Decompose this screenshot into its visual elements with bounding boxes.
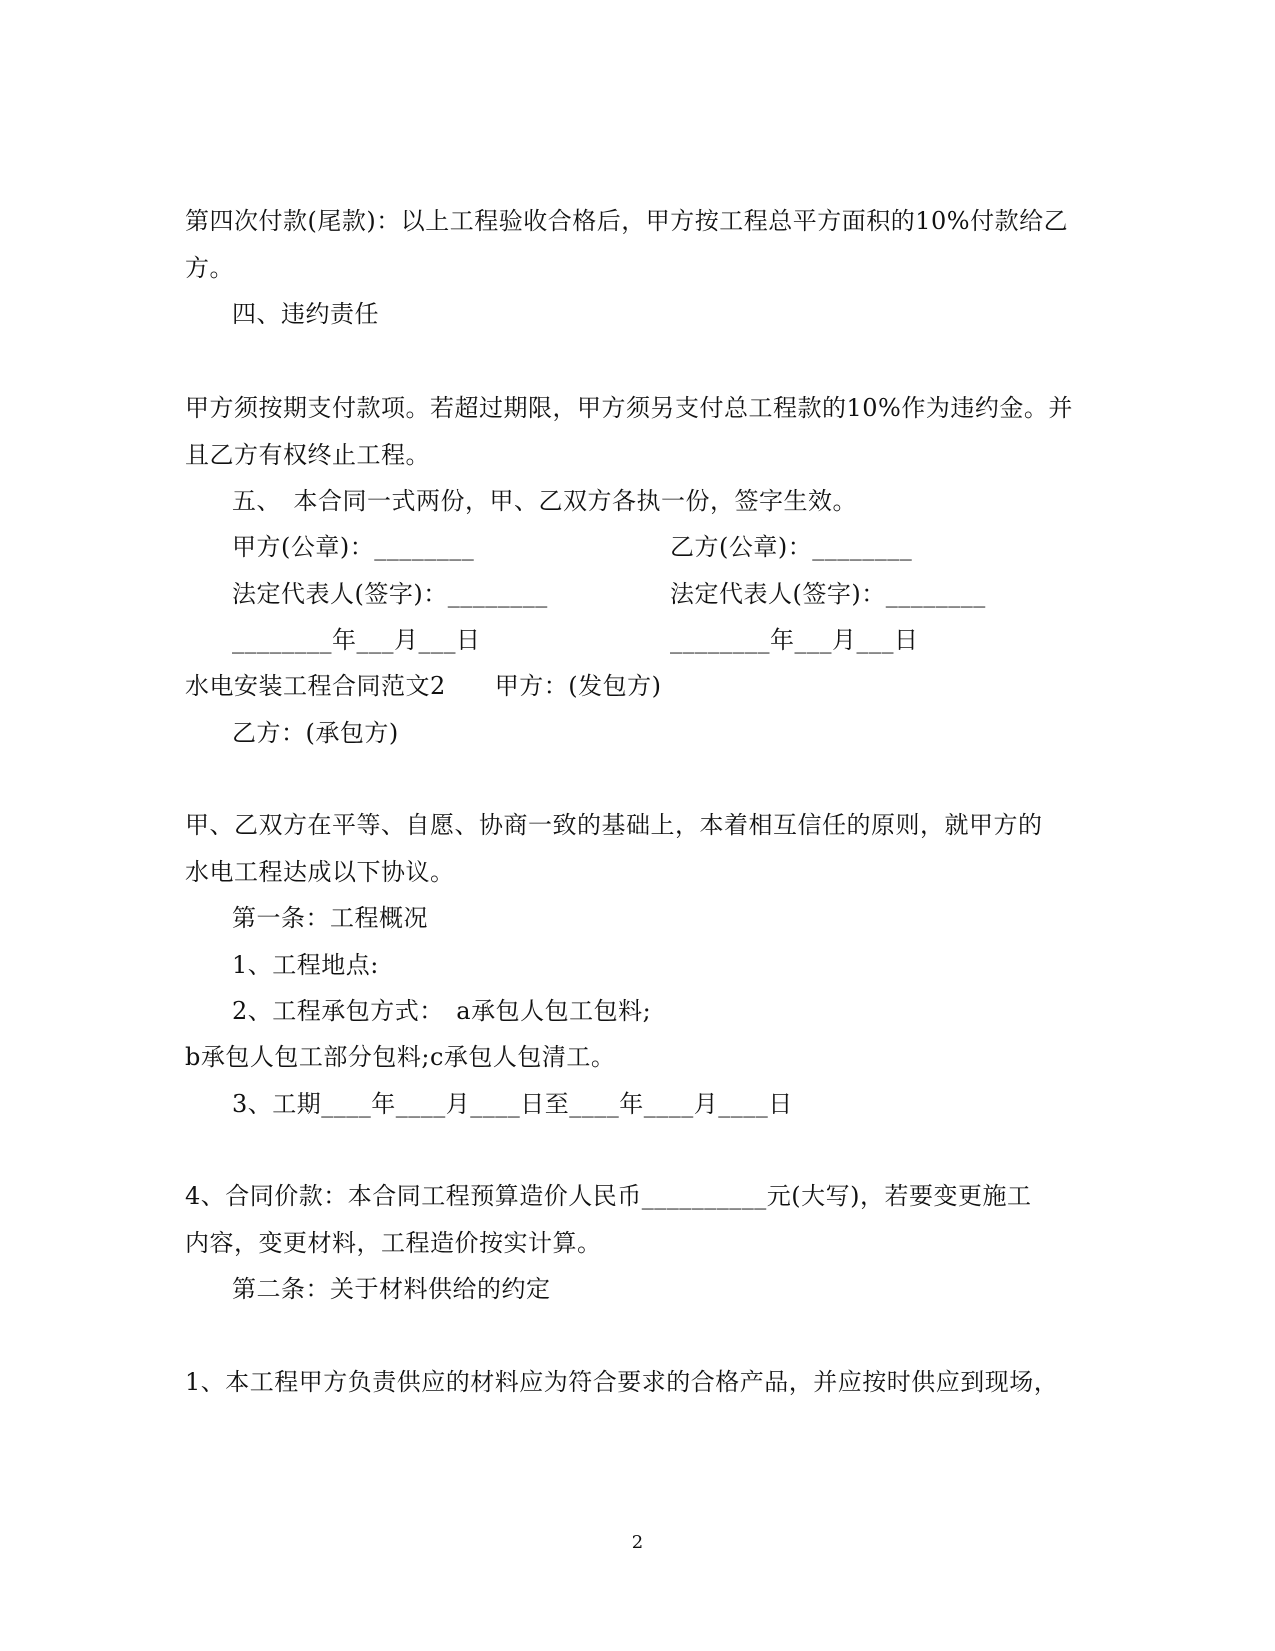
text-line: 4、合同价款：本合同工程预算造价人民币__________元(大写)，若要变更施工 <box>185 1182 1032 1210</box>
section-heading: 第一条：工程概况 <box>232 904 428 932</box>
text-line: 1、本工程甲方负责供应的材料应为符合要求的合格产品，并应按时供应到现场， <box>185 1368 1059 1396</box>
party-b-seal-line: 乙方(公章)：________ <box>670 533 913 561</box>
text-line: 3、工期____年____月____日至____年____月____日 <box>232 1090 793 1118</box>
text-line: 1、工程地点: <box>232 951 379 979</box>
party-a-seal-line: 甲方(公章)：________ <box>232 533 475 561</box>
text-line: 2、工程承包方式： a承包人包工包料; <box>232 997 652 1025</box>
text-line: 内容，变更材料，工程造价按实计算。 <box>185 1229 602 1257</box>
section-heading: 四、违约责任 <box>232 300 379 328</box>
text-line: 且乙方有权终止工程。 <box>185 441 430 469</box>
text-line: 第四次付款(尾款)：以上工程验收合格后，甲方按工程总平方面积的10%付款给乙 <box>185 207 1069 235</box>
text-line: 甲方须按期支付款项。若超过期限，甲方须另支付总工程款的10%作为违约金。并 <box>185 394 1073 422</box>
party-b-date-line: ________年___月___日 <box>670 626 919 654</box>
section-heading: 第二条：关于材料供给的约定 <box>232 1275 551 1303</box>
text-line: 甲、乙双方在平等、自愿、协商一致的基础上，本着相互信任的原则，就甲方的 <box>185 811 1043 839</box>
document-subtitle: 水电安装工程合同范文2 甲方：(发包方) <box>185 672 662 700</box>
text-line: 水电工程达成以下协议。 <box>185 858 455 886</box>
party-b-representative-line: 法定代表人(签字)：________ <box>670 580 986 608</box>
text-line: 方。 <box>185 254 234 282</box>
text-line: b承包人包工部分包料;c承包人包清工。 <box>185 1043 616 1071</box>
party-a-date-line: ________年___月___日 <box>232 626 481 654</box>
party-a-representative-line: 法定代表人(签字)：________ <box>232 580 548 608</box>
text-line: 乙方：(承包方) <box>232 719 399 747</box>
page-number: 2 <box>631 1532 644 1553</box>
text-line: 五、 本合同一式两份，甲、乙双方各执一份，签字生效。 <box>232 487 857 515</box>
